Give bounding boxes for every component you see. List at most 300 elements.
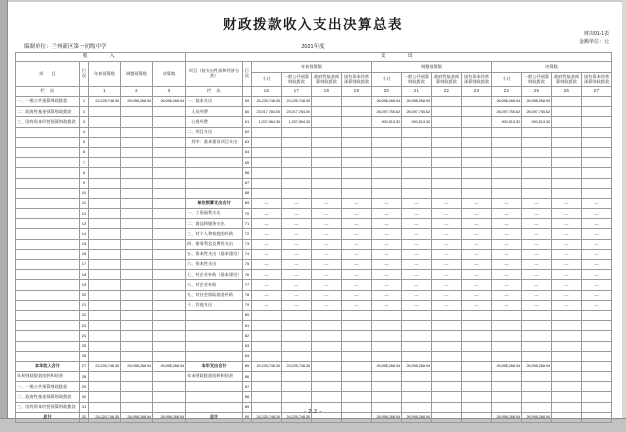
table-cell: —	[402, 270, 432, 280]
table-row	[16, 290, 612, 300]
table-cell: —	[582, 300, 612, 310]
table-row	[16, 382, 612, 392]
table-cell: 26,998,268.94	[372, 361, 402, 371]
table-cell	[16, 158, 80, 168]
table-cell	[342, 382, 372, 392]
table-cell	[89, 178, 121, 188]
table-cell	[432, 178, 462, 188]
table-cell	[252, 127, 282, 137]
table-cell	[582, 341, 612, 351]
table-cell	[312, 97, 342, 107]
table-cell: 61	[243, 117, 252, 127]
table-cell	[582, 127, 612, 137]
table-cell: —	[492, 290, 522, 300]
table-cell: 84	[243, 351, 252, 361]
table-cell	[552, 351, 582, 361]
table-cell	[492, 158, 522, 168]
table-cell	[552, 341, 582, 351]
table-cell	[16, 219, 80, 229]
table-cell	[372, 321, 402, 331]
table-cell	[492, 321, 522, 331]
table-cell	[312, 361, 342, 371]
table-cell: 62	[243, 127, 252, 137]
table-cell: 21	[80, 300, 89, 310]
table-cell: —	[522, 280, 552, 290]
table-cell	[582, 351, 612, 361]
subcol-subtotal: 小计	[252, 73, 282, 87]
table-cell	[16, 168, 80, 178]
table-cell: 26,097,755.62	[402, 107, 432, 117]
table-cell	[552, 178, 582, 188]
lan-ci-label: 栏 次	[16, 87, 80, 97]
table-cell	[186, 147, 243, 157]
table-cell: —	[552, 209, 582, 219]
table-cell: 88	[243, 392, 252, 402]
table-cell	[342, 310, 372, 320]
table-cell: —	[312, 280, 342, 290]
table-cell: —	[252, 198, 282, 208]
income-line-header: 行次	[80, 62, 89, 87]
table-cell: —	[582, 290, 612, 300]
table-cell	[492, 188, 522, 198]
table-cell	[492, 372, 522, 382]
table-cell	[372, 158, 402, 168]
income-initial-budget-header: 年初预算数	[89, 62, 121, 87]
table-cell	[342, 107, 372, 117]
table-cell: 5	[80, 137, 89, 147]
table-cell: 26,097,755.62	[372, 107, 402, 117]
income-section-header: 收 入	[16, 53, 186, 62]
table-cell	[282, 392, 312, 402]
expense-line-header: 行次	[243, 62, 252, 87]
table-cell: —	[402, 249, 432, 259]
table-cell: 24,225,748.30	[89, 361, 121, 371]
table-cell	[432, 382, 462, 392]
table-cell	[89, 137, 121, 147]
table-cell	[312, 321, 342, 331]
table-cell	[153, 280, 186, 290]
table-row	[16, 188, 612, 198]
table-cell	[432, 97, 462, 107]
table-cell	[462, 351, 492, 361]
table-cell: 其中：基本建设项目支出	[186, 137, 243, 147]
table-cell	[462, 392, 492, 402]
table-cell	[89, 260, 121, 270]
table-cell: —	[552, 219, 582, 229]
table-cell	[372, 382, 402, 392]
table-cell	[89, 372, 121, 382]
table-cell	[16, 351, 80, 361]
col-number: 2	[121, 87, 153, 97]
table-cell	[121, 229, 153, 239]
expense-item-header: 项目（按支出性质和经济分类）	[186, 62, 243, 87]
col-number: 27	[582, 87, 612, 97]
table-cell: 79	[243, 300, 252, 310]
table-cell	[252, 147, 282, 157]
table-cell: —	[252, 260, 282, 270]
table-cell	[582, 382, 612, 392]
table-cell	[121, 127, 153, 137]
table-cell	[552, 331, 582, 341]
column-number-row	[16, 87, 612, 97]
table-cell: —	[552, 270, 582, 280]
table-cell: 82	[243, 331, 252, 341]
table-cell: 18	[80, 270, 89, 280]
table-cell	[252, 158, 282, 168]
table-cell	[186, 331, 243, 341]
table-cell: —	[282, 198, 312, 208]
table-cell: 单位预算支出合计	[186, 198, 243, 208]
table-cell	[16, 249, 80, 259]
table-row	[16, 310, 612, 320]
table-cell	[153, 331, 186, 341]
table-cell: —	[432, 270, 462, 280]
table-cell: 26,998,268.94	[372, 97, 402, 107]
table-cell: 23,017,784.00	[252, 107, 282, 117]
table-cell	[186, 168, 243, 178]
table-cell	[186, 382, 243, 392]
table-cell: 22	[80, 310, 89, 320]
table-cell	[121, 260, 153, 270]
table-cell	[16, 188, 80, 198]
table-cell: 77	[243, 280, 252, 290]
table-cell: —	[372, 280, 402, 290]
table-cell	[153, 198, 186, 208]
table-cell	[89, 158, 121, 168]
table-cell	[582, 331, 612, 341]
table-row	[16, 127, 612, 137]
table-cell	[16, 147, 80, 157]
table-cell	[282, 321, 312, 331]
table-cell: 63	[243, 137, 252, 147]
table-cell	[153, 290, 186, 300]
table-cell	[121, 239, 153, 249]
table-cell: 26,998,268.94	[492, 361, 522, 371]
table-cell	[312, 117, 342, 127]
table-cell	[282, 127, 312, 137]
table-cell: 83	[243, 341, 252, 351]
table-cell	[16, 341, 80, 351]
scan-edge-right	[622, 0, 626, 432]
table-cell: 26,998,268.94	[522, 412, 552, 422]
table-cell	[432, 117, 462, 127]
table-cell: —	[522, 249, 552, 259]
table-cell: 九、对社会保险基金补助	[186, 290, 243, 300]
table-cell: 20	[80, 290, 89, 300]
table-cell	[89, 321, 121, 331]
table-cell: 24,225,748.30	[89, 412, 121, 422]
table-cell	[312, 372, 342, 382]
table-cell	[432, 107, 462, 117]
table-cell	[89, 280, 121, 290]
table-cell: 二、项目支出	[186, 127, 243, 137]
table-cell	[153, 300, 186, 310]
final-accounts-table	[15, 52, 612, 423]
table-cell	[462, 97, 492, 107]
table-cell	[312, 168, 342, 178]
income-adjusted-budget-header: 调整预算数	[121, 62, 153, 87]
table-cell	[89, 239, 121, 249]
table-cell: 14	[80, 229, 89, 239]
table-cell	[522, 168, 552, 178]
expense-section-header: 支 出	[186, 53, 612, 62]
amount-unit-note: 金额单位：元	[578, 38, 609, 45]
col-number: 1	[89, 87, 121, 97]
page-title: 财政拨款收入支出决算总表	[223, 17, 403, 32]
table-cell: —	[432, 280, 462, 290]
table-cell: 76	[243, 270, 252, 280]
table-cell	[16, 270, 80, 280]
table-row	[16, 198, 612, 208]
table-cell: —	[552, 249, 582, 259]
table-cell	[402, 158, 432, 168]
table-cell: —	[462, 300, 492, 310]
table-cell	[552, 361, 582, 371]
table-cell: —	[552, 260, 582, 270]
table-cell	[121, 290, 153, 300]
table-cell: 26,097,755.62	[522, 107, 552, 117]
table-cell	[16, 209, 80, 219]
table-cell	[372, 178, 402, 188]
lan-ci-blank	[80, 87, 89, 97]
table-cell	[492, 341, 522, 351]
table-cell: 900,513.32	[402, 117, 432, 127]
table-cell	[552, 97, 582, 107]
table-cell: 24,225,748.30	[282, 412, 312, 422]
table-cell: 60	[243, 107, 252, 117]
table-cell	[153, 260, 186, 270]
table-cell	[522, 178, 552, 188]
page-number: - 2.2 -	[304, 409, 322, 415]
table-cell	[121, 321, 153, 331]
table-cell	[121, 270, 153, 280]
table-cell: —	[582, 198, 612, 208]
table-cell: —	[522, 239, 552, 249]
table-cell: —	[252, 270, 282, 280]
table-cell	[582, 147, 612, 157]
col-number: 16	[252, 87, 282, 97]
table-cell	[153, 219, 186, 229]
table-cell	[342, 178, 372, 188]
table-cell	[312, 392, 342, 402]
table-cell: 3	[80, 117, 89, 127]
table-cell: —	[432, 198, 462, 208]
table-cell	[462, 188, 492, 198]
table-cell: 27	[80, 361, 89, 371]
table-cell: 900,513.32	[372, 117, 402, 127]
table-cell: —	[282, 300, 312, 310]
table-cell: 十、其他支出	[186, 300, 243, 310]
table-cell	[492, 168, 522, 178]
table-cell: 31	[80, 402, 89, 412]
table-cell	[89, 147, 121, 157]
table-cell: —	[402, 290, 432, 300]
table-cell	[121, 351, 153, 361]
table-cell	[312, 351, 342, 361]
table-cell: 26,998,268.94	[121, 412, 153, 422]
table-cell	[492, 127, 522, 137]
table-cell: 七、对企业补助（基本建设）	[186, 270, 243, 280]
table-cell	[89, 107, 121, 117]
table-cell	[252, 310, 282, 320]
table-cell	[312, 331, 342, 341]
table-cell: —	[552, 300, 582, 310]
table-cell	[552, 147, 582, 157]
table-cell	[522, 321, 552, 331]
table-cell: —	[312, 260, 342, 270]
table-cell	[153, 382, 186, 392]
table-cell	[312, 310, 342, 320]
table-cell	[522, 137, 552, 147]
table-cell: —	[402, 239, 432, 249]
table-cell: —	[492, 249, 522, 259]
table-cell	[342, 97, 372, 107]
table-cell	[16, 321, 80, 331]
table-cell	[522, 147, 552, 157]
table-cell	[16, 290, 80, 300]
table-cell	[252, 382, 282, 392]
table-cell: 三、国有资本经营预算财政拨款	[16, 117, 80, 127]
table-cell	[552, 382, 582, 392]
table-cell	[462, 137, 492, 147]
table-cell: 26,998,268.94	[153, 412, 186, 422]
table-cell: 900,513.32	[522, 117, 552, 127]
table-cell	[372, 188, 402, 198]
table-cell: —	[252, 300, 282, 310]
table-cell	[402, 127, 432, 137]
table-cell	[121, 372, 153, 382]
table-cell	[89, 351, 121, 361]
table-cell: 87	[243, 382, 252, 392]
table-cell	[342, 137, 372, 147]
table-cell: 23	[80, 321, 89, 331]
table-cell	[582, 158, 612, 168]
table-cell	[432, 361, 462, 371]
table-cell	[402, 178, 432, 188]
table-cell	[372, 127, 402, 137]
table-cell	[432, 147, 462, 157]
table-cell: —	[312, 300, 342, 310]
form-code: 财决01-1表	[583, 31, 609, 37]
table-cell	[372, 331, 402, 341]
table-cell	[89, 249, 121, 259]
table-cell	[372, 310, 402, 320]
table-cell: 一、工资福利支出	[186, 209, 243, 219]
table-cell: 74	[243, 249, 252, 259]
table-cell: 59	[243, 97, 252, 107]
table-cell	[121, 310, 153, 320]
table-cell	[121, 219, 153, 229]
table-cell: —	[522, 229, 552, 239]
table-cell	[432, 137, 462, 147]
table-cell: —	[492, 209, 522, 219]
table-cell: 81	[243, 321, 252, 331]
table-row	[16, 331, 612, 341]
table-cell: —	[402, 300, 432, 310]
table-cell: 总计	[16, 412, 80, 422]
table-cell: —	[252, 229, 282, 239]
table-row	[16, 341, 612, 351]
table-row	[16, 219, 612, 229]
table-cell: 65	[243, 158, 252, 168]
col-number: 17	[282, 87, 312, 97]
table-cell: 二、商品和服务支出	[186, 219, 243, 229]
table-cell: —	[462, 249, 492, 259]
col-number: 22	[432, 87, 462, 97]
col-number: 25	[522, 87, 552, 97]
table-cell	[552, 372, 582, 382]
table-cell: 26	[80, 351, 89, 361]
table-body	[16, 97, 612, 423]
table-cell	[312, 107, 342, 117]
table-cell	[252, 178, 282, 188]
table-cell	[342, 351, 372, 361]
table-cell: —	[552, 229, 582, 239]
table-cell: —	[432, 290, 462, 300]
table-cell: 人员经费	[186, 107, 243, 117]
table-cell	[153, 158, 186, 168]
table-cell: —	[402, 219, 432, 229]
table-cell: —	[252, 209, 282, 219]
table-cell	[121, 209, 153, 219]
table-cell	[462, 117, 492, 127]
col-number: 23	[462, 87, 492, 97]
table-cell	[402, 310, 432, 320]
table-cell: 25	[80, 341, 89, 351]
table-cell	[121, 198, 153, 208]
table-cell	[252, 372, 282, 382]
table-cell	[342, 341, 372, 351]
col-number: 19	[342, 87, 372, 97]
table-cell	[462, 147, 492, 157]
table-cell: —	[372, 219, 402, 229]
table-cell	[432, 351, 462, 361]
table-cell	[16, 178, 80, 188]
table-cell	[89, 168, 121, 178]
table-cell	[153, 321, 186, 331]
table-cell: —	[282, 229, 312, 239]
table-cell	[153, 310, 186, 320]
table-row	[16, 97, 612, 107]
table-cell	[252, 351, 282, 361]
table-cell: —	[582, 249, 612, 259]
table-cell: 15	[80, 239, 89, 249]
scan-edge-top	[0, 0, 626, 2]
table-cell: —	[492, 280, 522, 290]
table-cell	[432, 158, 462, 168]
table-cell: —	[372, 300, 402, 310]
table-cell	[121, 382, 153, 392]
table-cell: —	[372, 198, 402, 208]
table-cell	[432, 331, 462, 341]
table-cell	[186, 178, 243, 188]
table-row	[16, 249, 612, 259]
table-cell	[16, 127, 80, 137]
table-row	[16, 260, 612, 270]
table-cell: —	[372, 229, 402, 239]
table-cell: —	[252, 239, 282, 249]
table-cell: 26,998,268.94	[153, 361, 186, 371]
table-cell	[492, 331, 522, 341]
table-cell	[252, 321, 282, 331]
table-cell	[89, 341, 121, 351]
col-number: 26	[552, 87, 582, 97]
table-cell: 66	[243, 168, 252, 178]
table-cell: —	[312, 229, 342, 239]
table-cell	[282, 382, 312, 392]
table-cell	[342, 117, 372, 127]
table-cell: —	[342, 260, 372, 270]
